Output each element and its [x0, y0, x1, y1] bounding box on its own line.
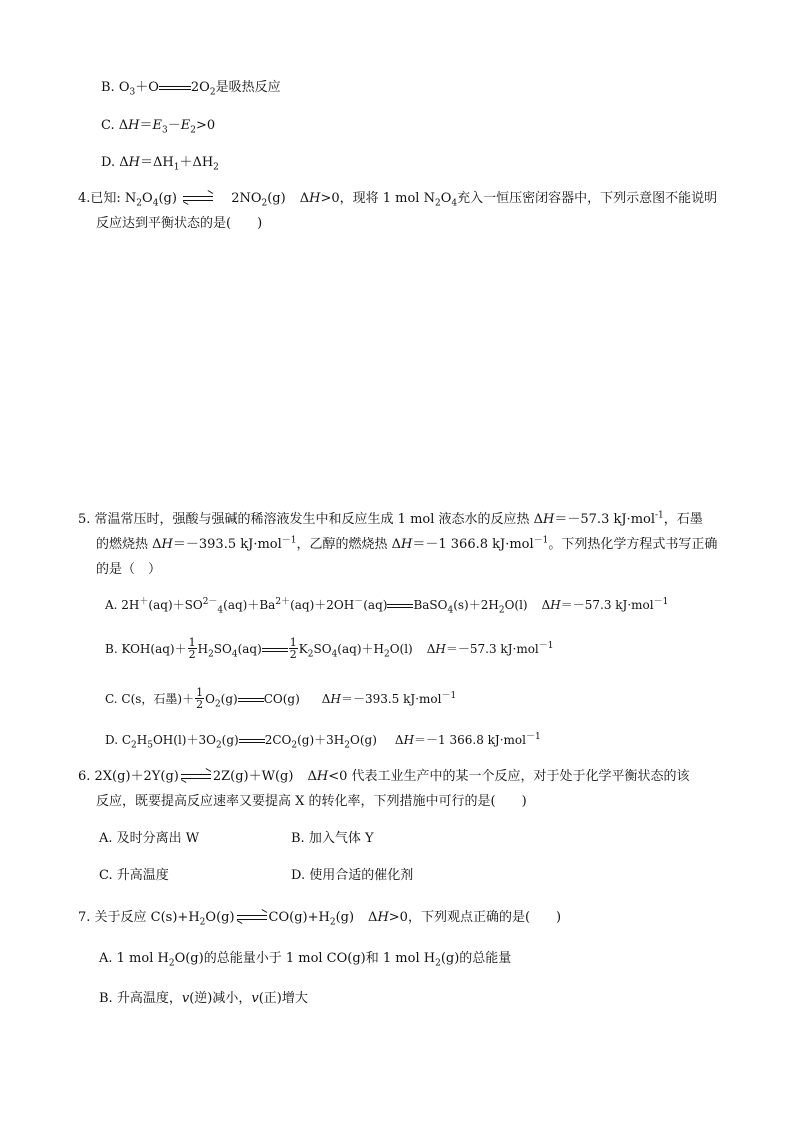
fraction-half: $\frac{1}{2}$ [188, 636, 196, 661]
q4-stem-line1: 4.已知: $N_2O_4(g)$ $2NO_2(g)$ ΔH>0，现将 1 mol $N_2O_4$充入一恒压密闭容器中，下列示意图不能说明 [78, 191, 718, 209]
q5-stem-line1: 5. 常温常压时，强酸与强碱的稀溶液发生中和反应生成 1 mol 液态水的反应热 ΔH＝－57.3 kJ·mol$^{-1}$，石墨 [78, 510, 703, 527]
q3-option-c: C. $\Delta H=E_3-E_2>0$ [101, 118, 216, 136]
fraction-half: $\frac{1}{2}$ [289, 636, 297, 661]
q7-stem: 7. 关于反应 $C(s)+H_2O(g)$ $CO(g)+H_2(g)$ ΔH>0，下列观点正确的是( ) [78, 910, 562, 928]
q4-stem-line2: 反应达到平衡状态的是( ) [96, 216, 263, 231]
q6-option-d: D. 使用合适的催化剂 [291, 868, 414, 883]
q5-stem-line2: 的燃烧热 ΔH＝－393.5 kJ·mol$^{-1}$，乙醇的燃烧热 ΔH＝－1 366.8 kJ·mol$^{-1}$。下列热化学方程式书写正确 [96, 535, 718, 552]
q6-option-c: C. 升高温度 [99, 868, 169, 883]
q5-option-c: C. C(s，石墨)＋ $\frac{1}{2}$ $O_2(g)$ CO(g) ΔH＝－393.5 kJ·mol$^{-1}$ [105, 686, 457, 711]
equals-sign [238, 696, 264, 704]
fraction-half: $\frac{1}{2}$ [196, 686, 204, 711]
q7-option-b: B. 升高温度，v(逆)减小，v(正)增大 [99, 991, 308, 1006]
q6-stem-line2: 反应，既要提高反应速率又要提高 X 的转化率，下列措施中可行的是( ) [96, 794, 527, 809]
reversible-arrow [183, 194, 213, 204]
reversible-arrow [181, 772, 211, 782]
q5-option-b: B. KOH(aq)＋ $\frac{1}{2}$ $H_2SO_4(aq)$ $\frac{1}{2}$ $K_2SO_4(aq)+H_2O(l)$ ΔH＝－57.3 kJ·mol$^{-1}$ [105, 636, 554, 661]
q6-option-a: A. 及时分离出 W [99, 831, 200, 846]
equals-sign [159, 84, 191, 92]
q6-stem-line1: 6. 2X(g)＋2Y(g) 2Z(g)＋W(g) ΔH<0 代表工业生产中的某一个反应，对于处于化学平衡状态的该 [78, 769, 690, 784]
q3-option-b: B. $O_3+O$ $2O_2$是吸热反应 [101, 80, 281, 98]
equals-sign [262, 646, 288, 654]
equals-sign [387, 602, 413, 610]
q5-stem-line3: 的是（ ） [96, 562, 162, 577]
q7-option-a: A. 1 mol $H_2O(g)$的总能量小于 1 mol CO(g)和 1 mol $H_2(g)$的总能量 [99, 951, 512, 969]
q3-option-d: D. $\Delta H=\Delta H_1+\Delta H_2$ [101, 155, 219, 173]
reversible-arrow [237, 913, 267, 923]
q6-option-b: B. 加入气体 Y [291, 831, 374, 846]
equals-sign [239, 737, 265, 745]
q5-option-a: A. $2H^+(aq)+SO^{2-}_4(aq)+Ba^{2+}(aq)+2OH^-(aq)$ $BaSO_4(s)+2H_2O(l)$ ΔH＝－57.3 kJ·mol$^{-1}$ [105, 597, 669, 616]
q5-option-d: D. $C_2H_5OH(l)+3O_2(g)$ $2CO_2(g)+3H_2O(g)$ ΔH＝－1 366.8 kJ·mol$^{-1}$ [105, 732, 541, 751]
